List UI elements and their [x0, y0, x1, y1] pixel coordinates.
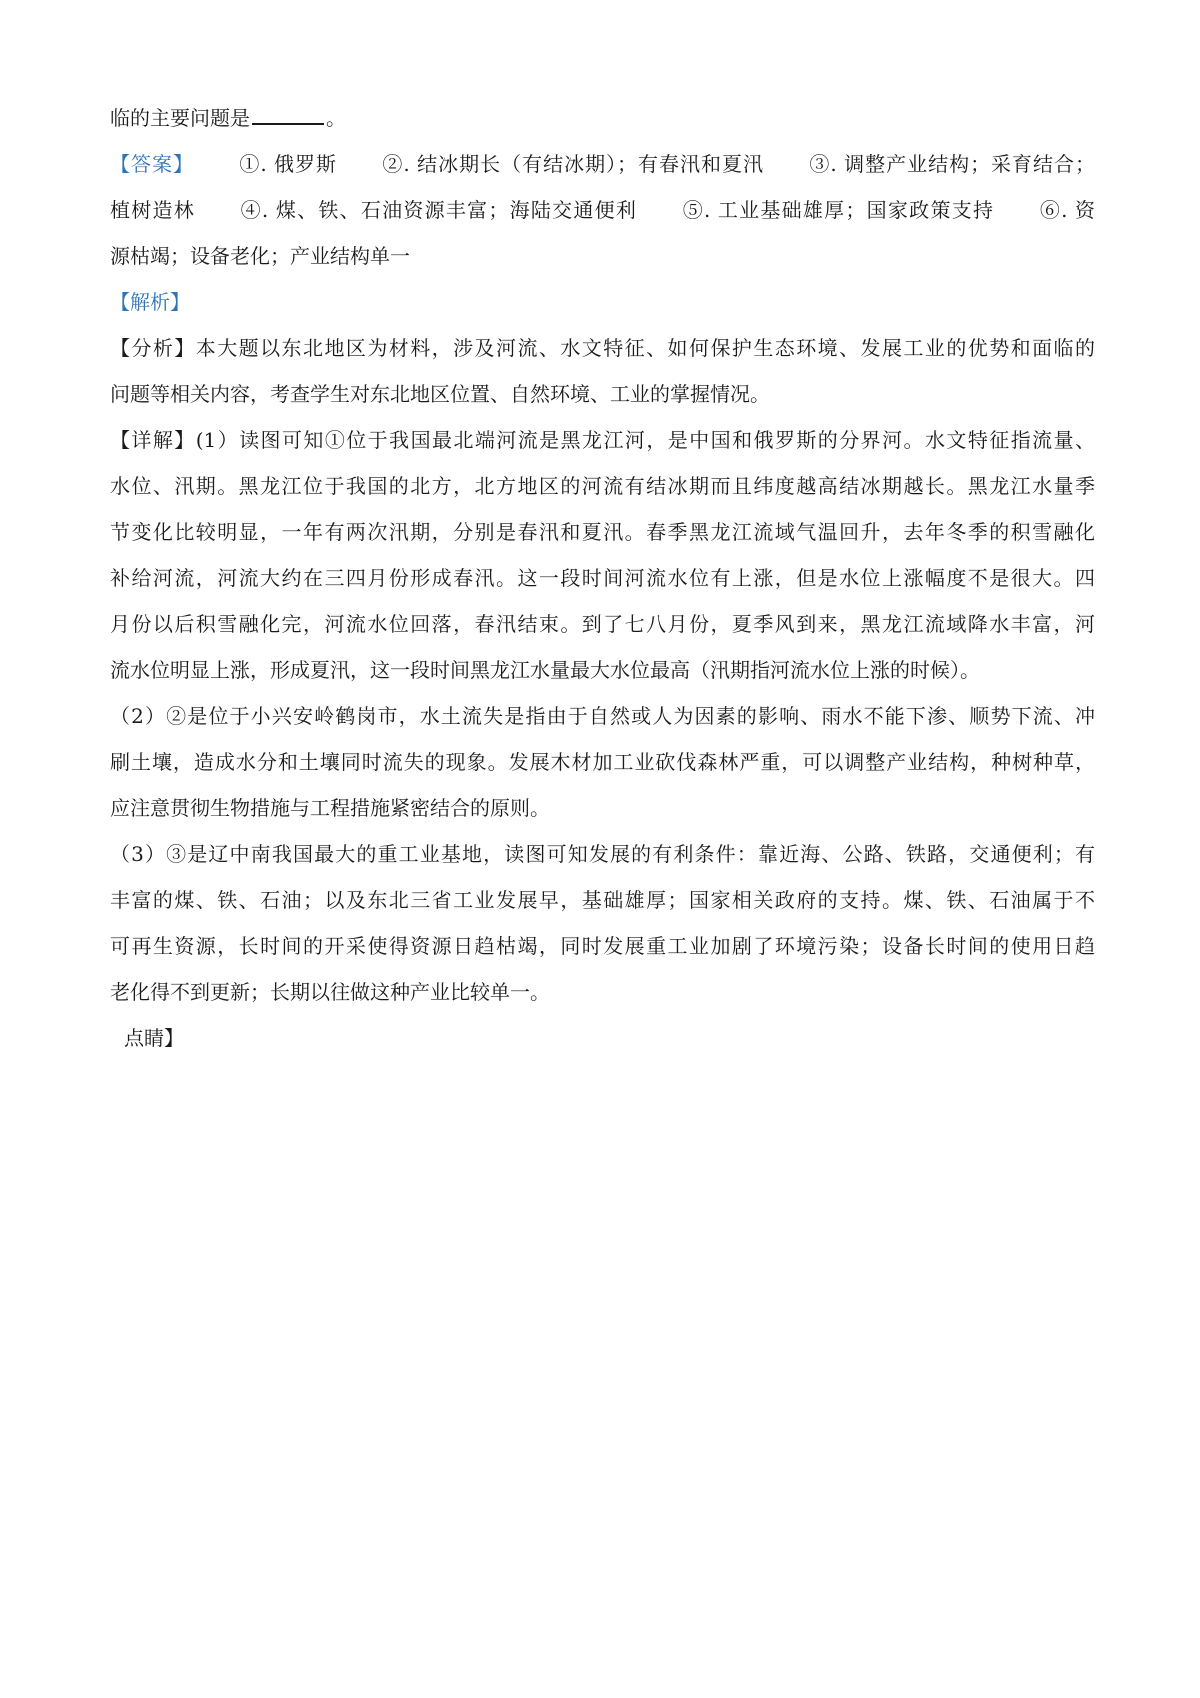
answer-item: ②. 结冰期长（有结冰期）；有春汛和夏汛 — [382, 152, 765, 176]
paragraph-line: 老化得不到更新；长期以往做这种产业比较单一。 — [110, 980, 550, 1004]
paragraph-line: 刷土壤，造成水分和土壤同时流失的现象。发展木材加工业砍伐森林严重，可以调整产业结构，种树种草， — [110, 750, 1095, 774]
paragraph-line: 流水位明显上涨，形成夏汛，这一段时间黑龙江水量最大水位最高（汛期指河流水位上涨的时候）。 — [110, 658, 980, 682]
paragraph-line: 问题等相关内容，考查学生对东北地区位置、自然环境、工业的掌握情况。 — [110, 382, 770, 406]
paragraph-line: 【详解】(1）读图可知①位于我国最北端河流是黑龙江河，是中国和俄罗斯的分界河。水文特征指流量、 — [110, 428, 1095, 452]
paragraph-line: 补给河流，河流大约在三四月份形成春汛。这一段时间河流水位有上涨，但是水位上涨幅度不是很大。四 — [110, 566, 1095, 590]
answer-line-1 — [110, 141, 1095, 187]
answer-item: ⑤. 工业基础雄厚；国家政策支持 — [682, 198, 995, 222]
answer-item: ①. 俄罗斯 — [239, 152, 338, 176]
paragraph-line: 节变化比较明显，一年有两次汛期，分别是春汛和夏汛。春季黑龙江流域气温回升，去年冬季的积雪融化 — [110, 520, 1095, 544]
analysis-paragraph — [110, 325, 1095, 417]
paragraph-line: 水位、汛期。黑龙江位于我国的北方，北方地区的河流有结冰期而且纬度越高结冰期越长。黑龙江水量季 — [110, 474, 1095, 498]
intro-prefix: 临的主要问题是 — [110, 106, 250, 130]
paragraph-line: 应注意贯彻生物措施与工程措施紧密结合的原则。 — [110, 796, 550, 820]
paragraph-line: 【分析】本大题以东北地区为材料，涉及河流、水文特征、如何保护生态环境、发展工业的优势和面临的 — [110, 336, 1095, 360]
answer-item: ④. 煤、铁、石油资源丰富；海陆交通便利 — [240, 198, 638, 222]
answer-item: ③. 调整产业结构；采育结合； — [809, 152, 1096, 176]
paragraph-line: （2）②是位于小兴安岭鹤岗市，水土流失是指由于自然或人为因素的影响、雨水不能下渗、顺势下流、冲 — [110, 704, 1095, 728]
intro-suffix: 。 — [326, 106, 346, 130]
paragraph-line: 丰富的煤、铁、石油；以及东北三省工业发展早，基础雄厚；国家相关政府的支持。煤、铁、石油属于不 — [110, 888, 1095, 912]
answer-line-3: 源枯竭；设备老化；产业结构单一 — [110, 244, 410, 268]
document-page — [110, 95, 1095, 1061]
dianjing-heading: 点睛】 — [124, 1026, 184, 1050]
intro-line — [110, 95, 1095, 141]
detail-paragraph-2 — [110, 693, 1095, 831]
detail-paragraph-1 — [110, 417, 1095, 693]
analysis-tag: 【解析】 — [110, 290, 190, 314]
paragraph-line: 月份以后积雪融化完，河流水位回落，春汛结束。到了七八月份，夏季风到来，黑龙江流域降水丰富，河 — [110, 612, 1095, 636]
paragraph-line: （3）③是辽中南我国最大的重工业基地，读图可知发展的有利条件：靠近海、公路、铁路，交通便利；有 — [110, 842, 1095, 866]
detail-paragraph-3 — [110, 831, 1095, 1015]
answer-line-2 — [110, 187, 1095, 233]
paragraph-line: 可再生资源，长时间的开采使得资源日趋枯竭，同时发展重工业加剧了环境污染；设备长时间的使用日趋 — [110, 934, 1095, 958]
answer-tag: 【答案】 — [110, 152, 194, 176]
answer-item: ⑥. 资 — [1039, 198, 1096, 222]
answer-blank — [252, 101, 324, 125]
answer-item: 植树造林 — [110, 198, 196, 222]
